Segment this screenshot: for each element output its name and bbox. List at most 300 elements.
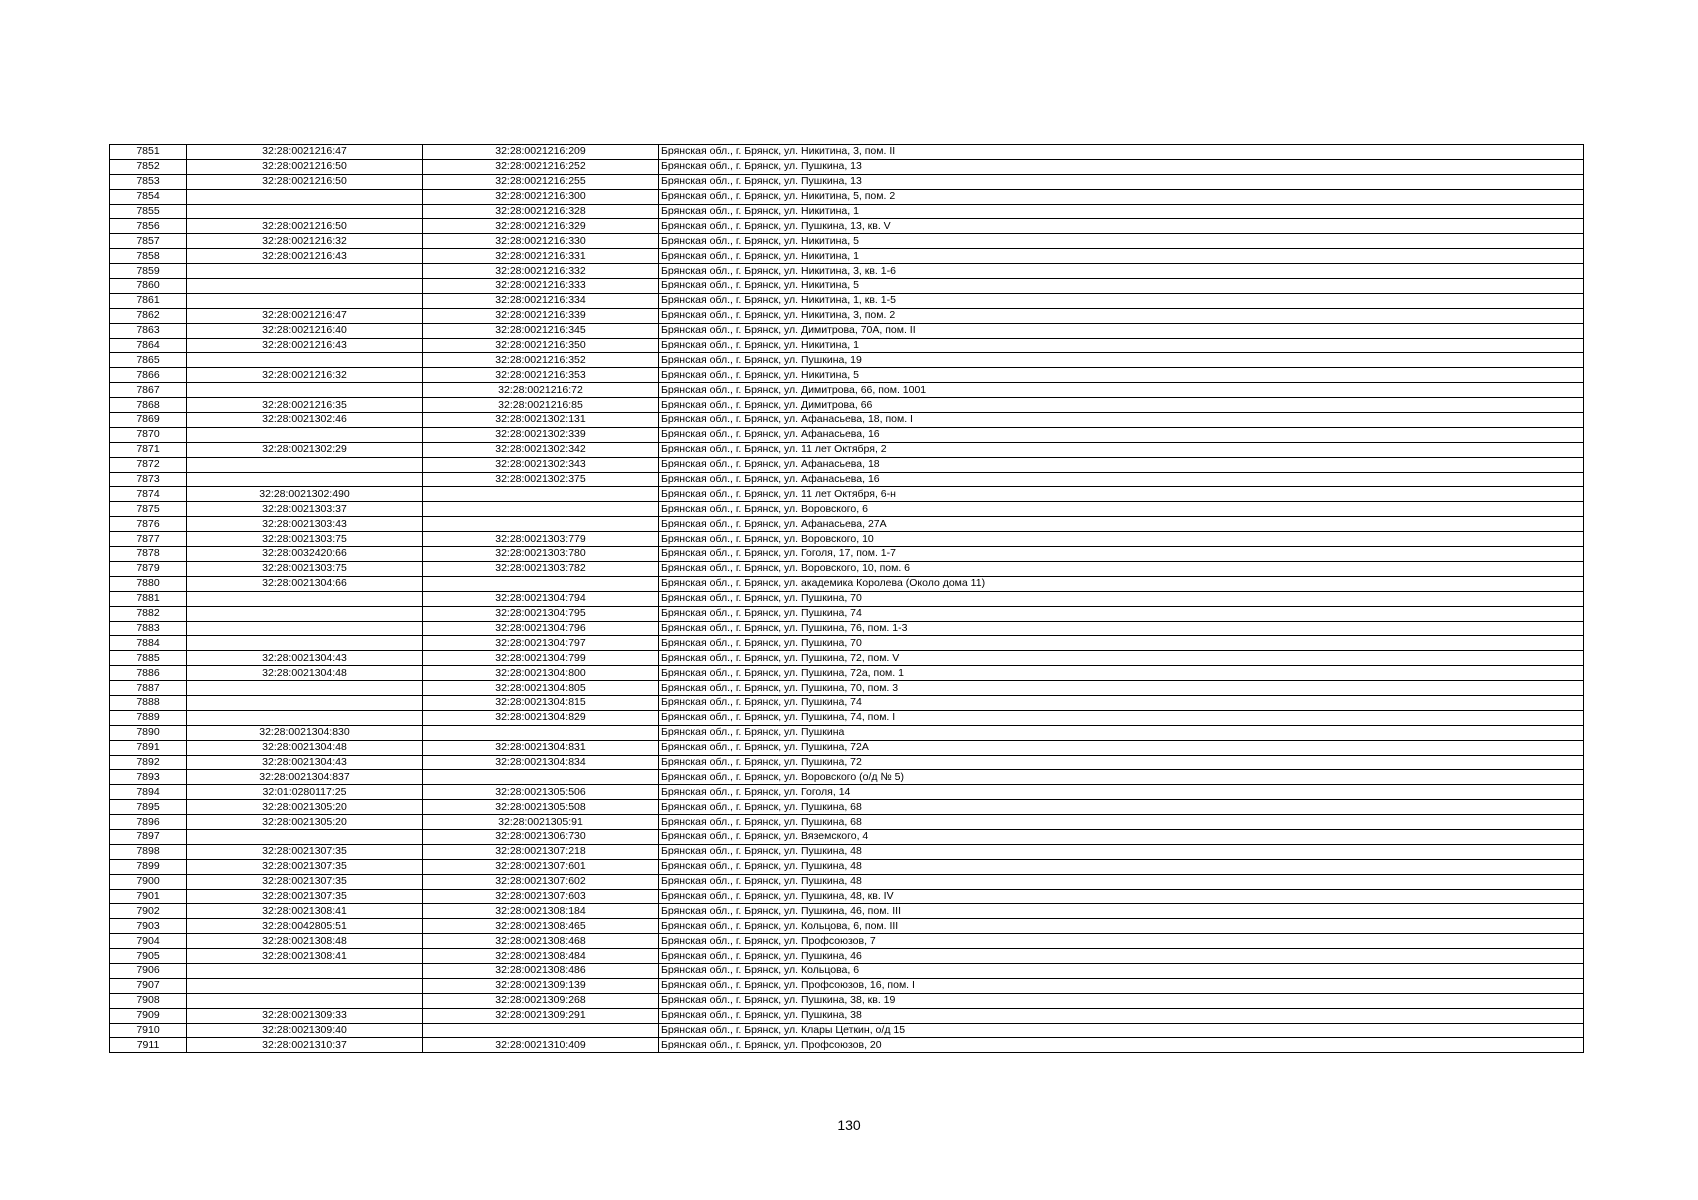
land-cadastral-number-cell <box>187 710 423 725</box>
row-number-cell: 7894 <box>110 785 187 800</box>
row-number-cell: 7890 <box>110 725 187 740</box>
address-cell: Брянская обл., г. Брянск, ул. Афанасьева, 16 <box>659 427 1584 442</box>
row-number-cell: 7907 <box>110 978 187 993</box>
address-cell: Брянская обл., г. Брянск, ул. Никитина, 5 <box>659 234 1584 249</box>
address-cell: Брянская обл., г. Брянск, ул. Кольцова, 6 <box>659 963 1584 978</box>
address-cell: Брянская обл., г. Брянск, ул. Профсоюзов, 16, пом. I <box>659 978 1584 993</box>
table-row <box>110 472 1584 487</box>
row-number-cell: 7900 <box>110 874 187 889</box>
object-cadastral-number-cell: 32:28:0021216:339 <box>423 308 659 323</box>
land-cadastral-number-cell: 32:28:0021216:40 <box>187 323 423 338</box>
object-cadastral-number-cell: 32:28:0021308:184 <box>423 904 659 919</box>
land-cadastral-number-cell <box>187 427 423 442</box>
land-cadastral-number-cell: 32:28:0021308:48 <box>187 934 423 949</box>
row-number-cell: 7901 <box>110 889 187 904</box>
land-cadastral-number-cell: 32:28:0021308:41 <box>187 949 423 964</box>
land-cadastral-number-cell: 32:28:0021307:35 <box>187 889 423 904</box>
object-cadastral-number-cell: 32:28:0021302:343 <box>423 457 659 472</box>
table-row <box>110 695 1584 710</box>
table-row <box>110 904 1584 919</box>
object-cadastral-number-cell: 32:28:0021304:829 <box>423 710 659 725</box>
object-cadastral-number-cell: 32:28:0021307:603 <box>423 889 659 904</box>
row-number-cell: 7892 <box>110 755 187 770</box>
table-row <box>110 1023 1584 1038</box>
table-row <box>110 457 1584 472</box>
table-row <box>110 636 1584 651</box>
row-number-cell: 7876 <box>110 517 187 532</box>
land-cadastral-number-cell <box>187 695 423 710</box>
table-row <box>110 844 1584 859</box>
address-cell: Брянская обл., г. Брянск, ул. Пушкина, 72а, пом. 1 <box>659 666 1584 681</box>
address-cell: Брянская обл., г. Брянск, ул. Пушкина, 72 <box>659 755 1584 770</box>
land-cadastral-number-cell: 32:28:0021302:490 <box>187 487 423 502</box>
table-row <box>110 770 1584 785</box>
row-number-cell: 7889 <box>110 710 187 725</box>
object-cadastral-number-cell: 32:28:0021308:468 <box>423 934 659 949</box>
address-cell: Брянская обл., г. Брянск, ул. Никитина, 1 <box>659 249 1584 264</box>
object-cadastral-number-cell: 32:28:0021305:506 <box>423 785 659 800</box>
row-number-cell: 7856 <box>110 219 187 234</box>
address-cell: Брянская обл., г. Брянск, ул. Димитрова, 70А, пом. II <box>659 323 1584 338</box>
table-row <box>110 204 1584 219</box>
object-cadastral-number-cell: 32:28:0021216:328 <box>423 204 659 219</box>
address-cell: Брянская обл., г. Брянск, ул. Пушкина, 72А <box>659 740 1584 755</box>
land-cadastral-number-cell <box>187 621 423 636</box>
object-cadastral-number-cell: 32:28:0021216:345 <box>423 323 659 338</box>
address-cell: Брянская обл., г. Брянск, ул. Пушкина, 72, пом. V <box>659 651 1584 666</box>
object-cadastral-number-cell: 32:28:0021302:131 <box>423 413 659 428</box>
row-number-cell: 7882 <box>110 606 187 621</box>
object-cadastral-number-cell: 32:28:0021304:799 <box>423 651 659 666</box>
row-number-cell: 7871 <box>110 442 187 457</box>
table-row <box>110 978 1584 993</box>
address-cell: Брянская обл., г. Брянск, ул. Клары Цеткин, о/д 15 <box>659 1023 1584 1038</box>
object-cadastral-number-cell: 32:28:0021303:782 <box>423 561 659 576</box>
land-cadastral-number-cell: 32:28:0021304:43 <box>187 755 423 770</box>
land-cadastral-number-cell <box>187 681 423 696</box>
object-cadastral-number-cell <box>423 487 659 502</box>
table-row <box>110 785 1584 800</box>
table-row <box>110 934 1584 949</box>
address-cell: Брянская обл., г. Брянск, ул. Никитина, 3, кв. 1-6 <box>659 264 1584 279</box>
address-cell: Брянская обл., г. Брянск, ул. 11 лет Октября, 6-н <box>659 487 1584 502</box>
table-row <box>110 651 1584 666</box>
row-number-cell: 7880 <box>110 576 187 591</box>
row-number-cell: 7869 <box>110 413 187 428</box>
address-cell: Брянская обл., г. Брянск, ул. Никитина, 3, пом. II <box>659 145 1584 160</box>
object-cadastral-number-cell: 32:28:0021303:779 <box>423 532 659 547</box>
land-cadastral-number-cell: 32:28:0021302:46 <box>187 413 423 428</box>
address-cell: Брянская обл., г. Брянск, ул. Пушкина, 19 <box>659 353 1584 368</box>
row-number-cell: 7860 <box>110 279 187 294</box>
table-row <box>110 993 1584 1008</box>
land-cadastral-number-cell: 32:01:0280117:25 <box>187 785 423 800</box>
land-cadastral-number-cell: 32:28:0021304:48 <box>187 740 423 755</box>
object-cadastral-number-cell: 32:28:0021302:339 <box>423 427 659 442</box>
property-registry-table <box>109 144 1584 1053</box>
row-number-cell: 7909 <box>110 1008 187 1023</box>
land-cadastral-number-cell: 32:28:0021304:66 <box>187 576 423 591</box>
address-cell: Брянская обл., г. Брянск, ул. Пушкина, 74 <box>659 695 1584 710</box>
address-cell: Брянская обл., г. Брянск, ул. Пушкина, 48 <box>659 844 1584 859</box>
land-cadastral-number-cell <box>187 993 423 1008</box>
object-cadastral-number-cell: 32:28:0021308:484 <box>423 949 659 964</box>
object-cadastral-number-cell: 32:28:0021304:795 <box>423 606 659 621</box>
table-row <box>110 234 1584 249</box>
land-cadastral-number-cell <box>187 293 423 308</box>
table-row <box>110 353 1584 368</box>
table-body <box>110 145 1584 1053</box>
object-cadastral-number-cell: 32:28:0021216:352 <box>423 353 659 368</box>
land-cadastral-number-cell: 32:28:0021216:32 <box>187 234 423 249</box>
table-row <box>110 547 1584 562</box>
address-cell: Брянская обл., г. Брянск, ул. Никитина, 1 <box>659 204 1584 219</box>
object-cadastral-number-cell: 32:28:0021216:350 <box>423 338 659 353</box>
object-cadastral-number-cell: 32:28:0021304:797 <box>423 636 659 651</box>
object-cadastral-number-cell: 32:28:0021304:831 <box>423 740 659 755</box>
object-cadastral-number-cell: 32:28:0021216:330 <box>423 234 659 249</box>
land-cadastral-number-cell <box>187 591 423 606</box>
page-number: 130 <box>837 1117 861 1133</box>
address-cell: Брянская обл., г. Брянск, ул. Пушкина, 76, пом. 1-3 <box>659 621 1584 636</box>
address-cell: Брянская обл., г. Брянск, ул. Воровского, 6 <box>659 502 1584 517</box>
row-number-cell: 7855 <box>110 204 187 219</box>
table-row <box>110 279 1584 294</box>
table-row <box>110 517 1584 532</box>
land-cadastral-number-cell <box>187 457 423 472</box>
land-cadastral-number-cell: 32:28:0021304:837 <box>187 770 423 785</box>
address-cell: Брянская обл., г. Брянск, ул. Вяземского, 4 <box>659 829 1584 844</box>
address-cell: Брянская обл., г. Брянск, ул. Пушкина, 48 <box>659 859 1584 874</box>
address-cell: Брянская обл., г. Брянск, ул. Пушкина, 68 <box>659 800 1584 815</box>
row-number-cell: 7884 <box>110 636 187 651</box>
row-number-cell: 7863 <box>110 323 187 338</box>
table-row <box>110 919 1584 934</box>
row-number-cell: 7895 <box>110 800 187 815</box>
object-cadastral-number-cell: 32:28:0021304:800 <box>423 666 659 681</box>
row-number-cell: 7897 <box>110 829 187 844</box>
row-number-cell: 7875 <box>110 502 187 517</box>
address-cell: Брянская обл., г. Брянск, ул. Пушкина, 70, пом. 3 <box>659 681 1584 696</box>
row-number-cell: 7857 <box>110 234 187 249</box>
object-cadastral-number-cell: 32:28:0021305:91 <box>423 815 659 830</box>
address-cell: Брянская обл., г. Брянск, ул. Никитина, 1 <box>659 338 1584 353</box>
land-cadastral-number-cell: 32:28:0021303:43 <box>187 517 423 532</box>
row-number-cell: 7893 <box>110 770 187 785</box>
address-cell: Брянская обл., г. Брянск, ул. Пушкина, 38 <box>659 1008 1584 1023</box>
object-cadastral-number-cell <box>423 770 659 785</box>
land-cadastral-number-cell <box>187 636 423 651</box>
land-cadastral-number-cell: 32:28:0021216:35 <box>187 398 423 413</box>
table-row <box>110 368 1584 383</box>
table-row <box>110 442 1584 457</box>
table-row <box>110 427 1584 442</box>
row-number-cell: 7883 <box>110 621 187 636</box>
object-cadastral-number-cell: 32:28:0021310:409 <box>423 1038 659 1053</box>
address-cell: Брянская обл., г. Брянск, ул. Пушкина <box>659 725 1584 740</box>
row-number-cell: 7867 <box>110 383 187 398</box>
address-cell: Брянская обл., г. Брянск, ул. Никитина, 1, кв. 1-5 <box>659 293 1584 308</box>
land-cadastral-number-cell: 32:28:0021302:29 <box>187 442 423 457</box>
object-cadastral-number-cell: 32:28:0021309:291 <box>423 1008 659 1023</box>
land-cadastral-number-cell: 32:28:0021303:75 <box>187 561 423 576</box>
table-row <box>110 159 1584 174</box>
address-cell: Брянская обл., г. Брянск, ул. Пушкина, 74 <box>659 606 1584 621</box>
row-number-cell: 7872 <box>110 457 187 472</box>
land-cadastral-number-cell <box>187 978 423 993</box>
object-cadastral-number-cell: 32:28:0021309:268 <box>423 993 659 1008</box>
land-cadastral-number-cell: 32:28:0021216:50 <box>187 159 423 174</box>
object-cadastral-number-cell: 32:28:0021216:334 <box>423 293 659 308</box>
address-cell: Брянская обл., г. Брянск, ул. Пушкина, 38, кв. 19 <box>659 993 1584 1008</box>
address-cell: Брянская обл., г. Брянск, ул. Воровского, 10 <box>659 532 1584 547</box>
land-cadastral-number-cell: 32:28:0021310:37 <box>187 1038 423 1053</box>
table-row <box>110 740 1584 755</box>
land-cadastral-number-cell: 32:28:0021307:35 <box>187 874 423 889</box>
land-cadastral-number-cell: 32:28:0021307:35 <box>187 844 423 859</box>
row-number-cell: 7885 <box>110 651 187 666</box>
table-row <box>110 874 1584 889</box>
row-number-cell: 7864 <box>110 338 187 353</box>
object-cadastral-number-cell: 32:28:0021307:602 <box>423 874 659 889</box>
table-row <box>110 293 1584 308</box>
table-row <box>110 189 1584 204</box>
object-cadastral-number-cell: 32:28:0021303:780 <box>423 547 659 562</box>
table-row <box>110 323 1584 338</box>
row-number-cell: 7899 <box>110 859 187 874</box>
table-row <box>110 502 1584 517</box>
table-row <box>110 1038 1584 1053</box>
row-number-cell: 7879 <box>110 561 187 576</box>
object-cadastral-number-cell: 32:28:0021216:85 <box>423 398 659 413</box>
land-cadastral-number-cell: 32:28:0021216:47 <box>187 145 423 160</box>
table-row <box>110 413 1584 428</box>
object-cadastral-number-cell: 32:28:0021216:300 <box>423 189 659 204</box>
row-number-cell: 7910 <box>110 1023 187 1038</box>
table-row <box>110 249 1584 264</box>
object-cadastral-number-cell: 32:28:0021306:730 <box>423 829 659 844</box>
table-row <box>110 487 1584 502</box>
row-number-cell: 7874 <box>110 487 187 502</box>
table-row <box>110 383 1584 398</box>
land-cadastral-number-cell: 32:28:0021216:50 <box>187 219 423 234</box>
address-cell: Брянская обл., г. Брянск, ул. Никитина, 5 <box>659 279 1584 294</box>
land-cadastral-number-cell: 32:28:0021303:37 <box>187 502 423 517</box>
row-number-cell: 7905 <box>110 949 187 964</box>
land-cadastral-number-cell: 32:28:0021216:32 <box>187 368 423 383</box>
row-number-cell: 7865 <box>110 353 187 368</box>
row-number-cell: 7881 <box>110 591 187 606</box>
object-cadastral-number-cell: 32:28:0021302:375 <box>423 472 659 487</box>
land-cadastral-number-cell: 32:28:0021216:47 <box>187 308 423 323</box>
object-cadastral-number-cell: 32:28:0021308:465 <box>423 919 659 934</box>
table-row <box>110 681 1584 696</box>
row-number-cell: 7887 <box>110 681 187 696</box>
table-row <box>110 532 1584 547</box>
row-number-cell: 7911 <box>110 1038 187 1053</box>
land-cadastral-number-cell: 32:28:0042805:51 <box>187 919 423 934</box>
row-number-cell: 7852 <box>110 159 187 174</box>
row-number-cell: 7866 <box>110 368 187 383</box>
object-cadastral-number-cell: 32:28:0021216:353 <box>423 368 659 383</box>
object-cadastral-number-cell: 32:28:0021302:342 <box>423 442 659 457</box>
object-cadastral-number-cell: 32:28:0021304:796 <box>423 621 659 636</box>
table-row <box>110 963 1584 978</box>
object-cadastral-number-cell <box>423 502 659 517</box>
land-cadastral-number-cell <box>187 264 423 279</box>
address-cell: Брянская обл., г. Брянск, ул. академика Королева (Около дома 11) <box>659 576 1584 591</box>
land-cadastral-number-cell: 32:28:0021305:20 <box>187 815 423 830</box>
land-cadastral-number-cell: 32:28:0021308:41 <box>187 904 423 919</box>
row-number-cell: 7851 <box>110 145 187 160</box>
object-cadastral-number-cell: 32:28:0021308:486 <box>423 963 659 978</box>
object-cadastral-number-cell <box>423 576 659 591</box>
address-cell: Брянская обл., г. Брянск, ул. Воровского, 10, пом. 6 <box>659 561 1584 576</box>
address-cell: Брянская обл., г. Брянск, ул. Пушкина, 70 <box>659 636 1584 651</box>
address-cell: Брянская обл., г. Брянск, ул. Пушкина, 70 <box>659 591 1584 606</box>
land-cadastral-number-cell: 32:28:0021309:33 <box>187 1008 423 1023</box>
object-cadastral-number-cell: 32:28:0021304:815 <box>423 695 659 710</box>
address-cell: Брянская обл., г. Брянск, ул. Воровского (о/д № 5) <box>659 770 1584 785</box>
address-cell: Брянская обл., г. Брянск, ул. Кольцова, 6, пом. III <box>659 919 1584 934</box>
table-row <box>110 889 1584 904</box>
object-cadastral-number-cell: 32:28:0021216:329 <box>423 219 659 234</box>
land-cadastral-number-cell: 32:28:0032420:66 <box>187 547 423 562</box>
object-cadastral-number-cell: 32:28:0021216:72 <box>423 383 659 398</box>
address-cell: Брянская обл., г. Брянск, ул. Афанасьева, 18, пом. I <box>659 413 1584 428</box>
row-number-cell: 7861 <box>110 293 187 308</box>
table-row <box>110 815 1584 830</box>
table-row <box>110 755 1584 770</box>
object-cadastral-number-cell: 32:28:0021216:252 <box>423 159 659 174</box>
address-cell: Брянская обл., г. Брянск, ул. Никитина, 5, пом. 2 <box>659 189 1584 204</box>
table-row <box>110 800 1584 815</box>
table-row <box>110 145 1584 160</box>
address-cell: Брянская обл., г. Брянск, ул. Пушкина, 13 <box>659 174 1584 189</box>
address-cell: Брянская обл., г. Брянск, ул. Никитина, 5 <box>659 368 1584 383</box>
land-cadastral-number-cell: 32:28:0021305:20 <box>187 800 423 815</box>
object-cadastral-number-cell: 32:28:0021307:218 <box>423 844 659 859</box>
row-number-cell: 7898 <box>110 844 187 859</box>
land-cadastral-number-cell <box>187 204 423 219</box>
land-cadastral-number-cell: 32:28:0021303:75 <box>187 532 423 547</box>
address-cell: Брянская обл., г. Брянск, ул. Пушкина, 48 <box>659 874 1584 889</box>
table-row <box>110 219 1584 234</box>
table-row <box>110 308 1584 323</box>
table-row <box>110 174 1584 189</box>
table-row <box>110 561 1584 576</box>
address-cell: Брянская обл., г. Брянск, ул. Гоголя, 14 <box>659 785 1584 800</box>
land-cadastral-number-cell <box>187 829 423 844</box>
address-cell: Брянская обл., г. Брянск, ул. Профсоюзов, 7 <box>659 934 1584 949</box>
row-number-cell: 7906 <box>110 963 187 978</box>
row-number-cell: 7896 <box>110 815 187 830</box>
row-number-cell: 7878 <box>110 547 187 562</box>
table-row <box>110 666 1584 681</box>
object-cadastral-number-cell: 32:28:0021305:508 <box>423 800 659 815</box>
row-number-cell: 7891 <box>110 740 187 755</box>
table-row <box>110 264 1584 279</box>
object-cadastral-number-cell: 32:28:0021216:331 <box>423 249 659 264</box>
row-number-cell: 7904 <box>110 934 187 949</box>
row-number-cell: 7870 <box>110 427 187 442</box>
address-cell: Брянская обл., г. Брянск, ул. Пушкина, 13, кв. V <box>659 219 1584 234</box>
land-cadastral-number-cell <box>187 353 423 368</box>
row-number-cell: 7858 <box>110 249 187 264</box>
table-row <box>110 606 1584 621</box>
address-cell: Брянская обл., г. Брянск, ул. Пушкина, 46, пом. III <box>659 904 1584 919</box>
row-number-cell: 7854 <box>110 189 187 204</box>
row-number-cell: 7888 <box>110 695 187 710</box>
table-row <box>110 621 1584 636</box>
land-cadastral-number-cell: 32:28:0021216:50 <box>187 174 423 189</box>
object-cadastral-number-cell: 32:28:0021304:834 <box>423 755 659 770</box>
row-number-cell: 7902 <box>110 904 187 919</box>
land-cadastral-number-cell: 32:28:0021304:43 <box>187 651 423 666</box>
table-row <box>110 710 1584 725</box>
land-cadastral-number-cell: 32:28:0021309:40 <box>187 1023 423 1038</box>
table-row <box>110 398 1584 413</box>
address-cell: Брянская обл., г. Брянск, ул. Афанасьева, 16 <box>659 472 1584 487</box>
land-cadastral-number-cell <box>187 279 423 294</box>
table-row <box>110 576 1584 591</box>
row-number-cell: 7853 <box>110 174 187 189</box>
object-cadastral-number-cell: 32:28:0021307:601 <box>423 859 659 874</box>
object-cadastral-number-cell: 32:28:0021304:805 <box>423 681 659 696</box>
table-row <box>110 1008 1584 1023</box>
address-cell: Брянская обл., г. Брянск, ул. 11 лет Октября, 2 <box>659 442 1584 457</box>
land-cadastral-number-cell <box>187 383 423 398</box>
row-number-cell: 7908 <box>110 993 187 1008</box>
table-row <box>110 859 1584 874</box>
table-row <box>110 949 1584 964</box>
object-cadastral-number-cell <box>423 517 659 532</box>
land-cadastral-number-cell: 32:28:0021216:43 <box>187 338 423 353</box>
land-cadastral-number-cell <box>187 472 423 487</box>
land-cadastral-number-cell <box>187 606 423 621</box>
address-cell: Брянская обл., г. Брянск, ул. Гоголя, 17, пом. 1-7 <box>659 547 1584 562</box>
address-cell: Брянская обл., г. Брянск, ул. Профсоюзов, 20 <box>659 1038 1584 1053</box>
object-cadastral-number-cell: 32:28:0021216:333 <box>423 279 659 294</box>
address-cell: Брянская обл., г. Брянск, ул. Афанасьева, 27А <box>659 517 1584 532</box>
address-cell: Брянская обл., г. Брянск, ул. Пушкина, 48, кв. IV <box>659 889 1584 904</box>
object-cadastral-number-cell: 32:28:0021304:794 <box>423 591 659 606</box>
land-cadastral-number-cell <box>187 963 423 978</box>
object-cadastral-number-cell: 32:28:0021309:139 <box>423 978 659 993</box>
object-cadastral-number-cell <box>423 1023 659 1038</box>
land-cadastral-number-cell: 32:28:0021304:830 <box>187 725 423 740</box>
object-cadastral-number-cell: 32:28:0021216:332 <box>423 264 659 279</box>
table-row <box>110 725 1584 740</box>
table-row <box>110 829 1584 844</box>
address-cell: Брянская обл., г. Брянск, ул. Димитрова, 66 <box>659 398 1584 413</box>
row-number-cell: 7859 <box>110 264 187 279</box>
table-row <box>110 338 1584 353</box>
land-cadastral-number-cell: 32:28:0021304:48 <box>187 666 423 681</box>
row-number-cell: 7868 <box>110 398 187 413</box>
address-cell: Брянская обл., г. Брянск, ул. Пушкина, 46 <box>659 949 1584 964</box>
address-cell: Брянская обл., г. Брянск, ул. Пушкина, 68 <box>659 815 1584 830</box>
address-cell: Брянская обл., г. Брянск, ул. Никитина, 3, пом. 2 <box>659 308 1584 323</box>
address-cell: Брянская обл., г. Брянск, ул. Пушкина, 13 <box>659 159 1584 174</box>
row-number-cell: 7862 <box>110 308 187 323</box>
land-cadastral-number-cell <box>187 189 423 204</box>
row-number-cell: 7903 <box>110 919 187 934</box>
object-cadastral-number-cell <box>423 725 659 740</box>
land-cadastral-number-cell: 32:28:0021216:43 <box>187 249 423 264</box>
address-cell: Брянская обл., г. Брянск, ул. Димитрова, 66, пом. 1001 <box>659 383 1584 398</box>
row-number-cell: 7873 <box>110 472 187 487</box>
